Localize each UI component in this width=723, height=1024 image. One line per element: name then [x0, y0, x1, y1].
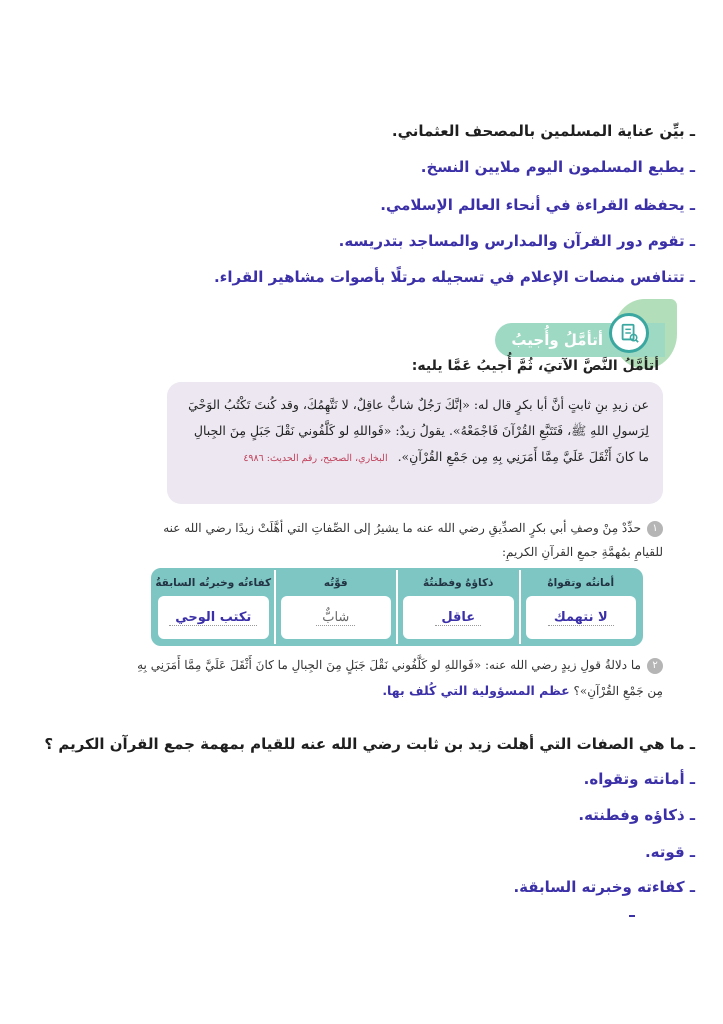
hadith-text: عن زيدِ بنِ ثابتٍ أنَّ أبا بكرٍ قال له: «إنَّكَ رَجُلٌ شابٌّ عاقِلٌ، لا نَتَّهِمُكَ، وقد كُنتَ تَكْتُبُ الوَحْيَ لِرَسولِ اللهِ ﷺ، فَتَتَبَّعِ القُرْآنَ فَاجْمَعْهُ». يقولُ زيدٌ: «فَواللهِ لو كَلَّفُوني نَقْلَ جَبَلٍ مِنَ الجِبالِ ما كانَ أَثْقَلَ عَلَيَّ مِمَّا أَمَرَنِي بِهِ مِن جَمْعِ القُرْآنِ».: [188, 397, 649, 464]
trait-heading: قوَّتُه: [323, 577, 348, 589]
question-2-answer: عظم المسؤولية التي كُلف بها.: [382, 683, 570, 698]
traits-table: [151, 568, 643, 646]
trait-answer: شابٌّ: [316, 610, 355, 626]
bullet-item: ـ يطبع المسلمون اليوم ملايين النسخ.: [420, 158, 695, 176]
trait-answer: تكتب الوحي: [169, 610, 257, 626]
instruction-text: أتأمَّلُ النَّصَّ الآتيَ، ثُمَّ أُجيبُ عَمَّا يليه:: [411, 358, 659, 374]
trait-answer-box[interactable]: [281, 596, 392, 639]
bottom-item: ـ أمانته وتقواه.: [583, 770, 695, 788]
trait-answer-box[interactable]: [526, 596, 637, 639]
bullet-item: ـ تقوم دور القرآن والمدارس والمساجد بتدريسه.: [338, 232, 695, 250]
document-icon: [609, 313, 649, 353]
trait-answer: عاقل: [435, 610, 481, 626]
trait-cell: [153, 570, 274, 644]
question-number: ١: [647, 521, 663, 537]
bullet-heading: ـ بيِّن عناية المسلمين بالمصحف العثماني.: [391, 122, 695, 140]
bullet-item: ـ تتنافس منصات الإعلام في تسجيله مرتلًا بأصوات مشاهير القراء.: [213, 268, 695, 286]
trait-answer-box[interactable]: [158, 596, 269, 639]
question-1: [143, 516, 663, 564]
trait-heading: ذكاؤهُ وفطنتُهُ: [423, 577, 494, 589]
section-badge: أتأمَّلُ وأُجيبُ: [495, 323, 665, 357]
bullet-item: ـ يحفظه القراءة في أنحاء العالم الإسلامي.: [380, 196, 695, 214]
question-number: ٢: [647, 658, 663, 674]
question-2-text: ما دلالةُ قولِ زيدٍ رضي الله عنه: «فَواللهِ لو كَلَّفُوني نَقْلَ جَبَلٍ مِنَ الجِبالِ ما كانَ أَثْقَلَ عَلَيَّ مِمَّا أَمَرَنِي بِهِ مِن جَمْعِ القُرْآنِ»؟: [137, 658, 663, 698]
bottom-question: ـ ما هي الصفات التي أهلت زيد بن ثابت رضي الله عنه للقيام بمهمة جمع القرآن الكريم ؟: [44, 735, 695, 753]
question-1-text: حدِّدْ مِنْ وصفِ أبي بكرٍ الصدِّيقِ رضي الله عنه ما يشيرُ إلى الصِّفاتِ التي أهَّلَتْ زيدًا رضي الله عنه للقيامِ بمُهمَّةِ جمعِ القرآنِ الكريمِ:: [163, 521, 663, 559]
bottom-item: ـ قوته.: [644, 843, 695, 861]
trait-answer-box[interactable]: [403, 596, 514, 639]
trait-cell: [274, 570, 397, 644]
stray-mark: [629, 915, 635, 917]
bottom-item: ـ ذكاؤه وفطنته.: [578, 806, 695, 824]
bottom-item: ـ كفاءته وخبرته السابقة.: [513, 878, 695, 896]
trait-cell: [519, 570, 642, 644]
trait-cell: [396, 570, 519, 644]
trait-answer: لا نتهمك: [548, 610, 614, 626]
hadith-source: البخاري، الصحيح، رقم الحديث: ٤٩٨٦: [243, 453, 388, 464]
trait-heading: أمانتُه وتقواهُ: [547, 577, 615, 589]
hadith-box: [167, 382, 663, 504]
question-2: [133, 652, 663, 704]
trait-heading: كفاءتُه وخبرتُه السابقةُ: [155, 577, 272, 589]
